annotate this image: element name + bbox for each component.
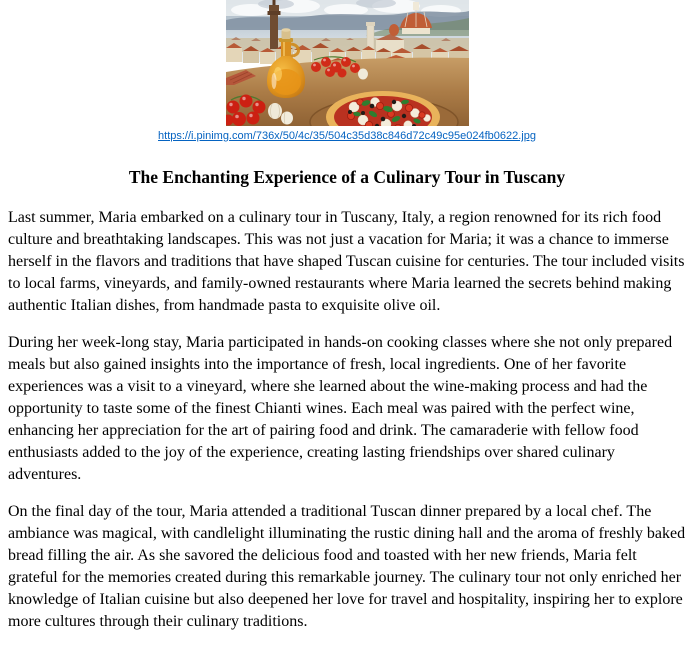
paragraph-2: During her week-long stay, Maria participated in hands-on cooking classes where she not only prepared meals but also gained insights into the importance of fresh, local ingredients. One of her favorite experiences was a visit to a vineyard, where she learned about the wine-making process and had the opportunity to taste some of the finest Chianti wines. Each meal was paired with the perfect wine, enhancing her appreciation for the art of pairing food and drink. The camaraderie with fellow food enthusiasts added to the joy of the experience, creating lasting friendships over shared culinary adventures. (8, 334, 673, 483)
paragraph-1: Last summer, Maria embarked on a culinary tour in Tuscany, Italy, a region renowned for its rich food culture and breathtaking landscapes. This was not just a vacation for Maria; it was a chance to immerse herself in the flavors and traditions that have shaped Tuscan cuisine for centuries. The tour included visits to local farms, vineyards, and family-owned restaurants where Maria learned the secrets behind making authentic Italian dishes, from handmade pasta to exquisite olive oil. (8, 209, 685, 314)
tuscany-food-image (226, 0, 469, 126)
garlic-small (358, 69, 368, 80)
paragraph-3: On the final day of the tour, Maria attended a traditional Tuscan dinner prepared by a local chef. The ambiance was magical, with candlelight illuminating the rustic dining hall and the aroma of freshly baked bread filling the air. As she savored the delicious food and toasted with her new friends, Maria felt grateful for the memories created during this remarkable journey. The culinary tour not only enriched her knowledge of Italian cuisine but also deepened her love for travel and hospitality, inspiring her to explore more cultures through their culinary traditions. (8, 503, 686, 630)
hero-section (8, 0, 686, 144)
campanile-tower (366, 22, 375, 50)
image-source-link[interactable]: https://i.pinimg.com/736x/50/4c/35/504c35d38c846d72c49c95e024fb0622.jpg (158, 130, 536, 142)
page-title: The Enchanting Experience of a Culinary Tour in Tuscany (128, 167, 566, 187)
far-city (226, 37, 469, 52)
